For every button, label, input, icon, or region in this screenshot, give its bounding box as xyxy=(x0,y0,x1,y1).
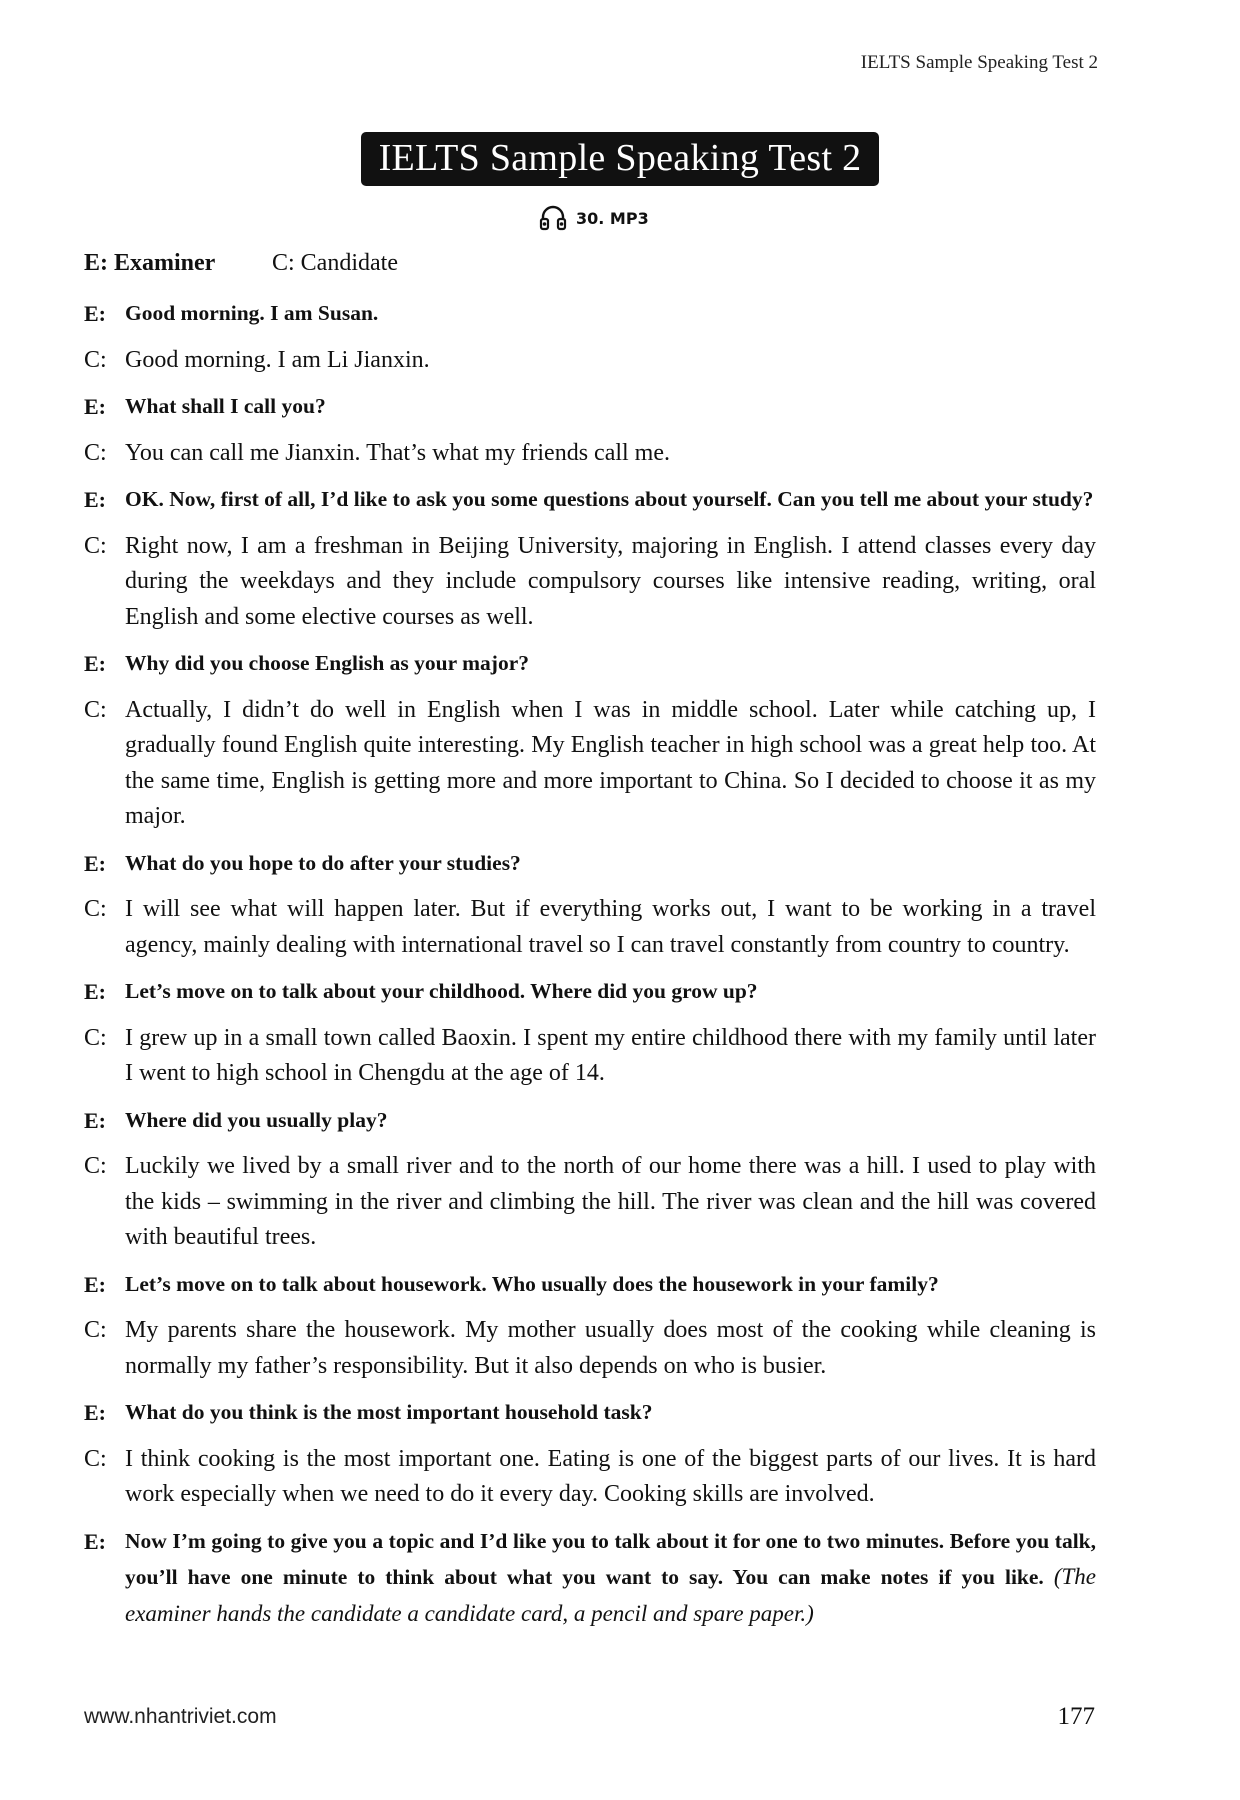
utterance: Why did you choose English as your major? xyxy=(125,651,529,675)
headphones-icon xyxy=(538,203,568,233)
speaker-legend xyxy=(84,250,398,277)
utterance: Actually, I didn’t do well in English when I was in middle school. Later while catching up, I gradually found English quite interesting. My English teacher in high school was a great help too. At the same time, English is getting more and more important to China. So I decided to choose it as my major. xyxy=(125,696,1096,829)
utterance: Luckily we lived by a small river and to the north of our home there was a hill. I used to play with the kids – swimming in the river and climbing the hill. The river was clean and the hill was covered with beautiful trees. xyxy=(125,1153,1096,1250)
speaker-label: C: xyxy=(84,1445,107,1472)
candidate-turn xyxy=(84,343,1096,379)
speaker-label: C: xyxy=(84,1024,107,1051)
page-number: 177 xyxy=(1057,1703,1095,1730)
utterance: You can call me Jianxin. That’s what my friends call me. xyxy=(125,439,671,466)
speaker-label: E: xyxy=(84,1400,106,1425)
utterance: OK. Now, first of all, I’d like to ask you some questions about yourself. Can you tell me about your study? xyxy=(125,487,1094,511)
utterance: What do you hope to do after your studies? xyxy=(125,850,521,875)
speaker-label: E: xyxy=(84,1528,106,1554)
legend-candidate: C: Candidate xyxy=(272,250,398,276)
stage-direction: (The examiner hands the candidate a candidate card, a pencil and spare paper.) xyxy=(125,1564,1096,1626)
speaker-label: C: xyxy=(84,532,107,559)
utterance: My parents share the housework. My mother usually does most of the cooking while cleaning is normally my father’s responsibility. But it also depends on who is busier. xyxy=(125,1317,1096,1379)
turn-text xyxy=(125,436,1096,472)
running-header: IELTS Sample Speaking Test 2 xyxy=(860,52,1098,73)
speaker-label: E: xyxy=(84,1271,106,1297)
candidate-turn xyxy=(84,892,1096,963)
examiner-turn xyxy=(84,974,1096,1010)
turn-text xyxy=(125,296,1096,332)
speaker-label: E: xyxy=(84,1107,106,1133)
turn-text xyxy=(125,343,1096,379)
page-title: IELTS Sample Speaking Test 2 xyxy=(361,132,880,186)
examiner-turn xyxy=(84,1103,1096,1139)
utterance: Good morning. I am Li Jianxin. xyxy=(125,346,430,373)
utterance: I will see what will happen later. But if everything works out, I want to be working in a travel agency, mainly dealing with international travel so I can travel constantly from country to country. xyxy=(125,896,1096,958)
turn-text xyxy=(125,693,1096,835)
turn-text xyxy=(125,529,1096,636)
candidate-turn xyxy=(84,1442,1096,1513)
examiner-turn xyxy=(84,846,1096,882)
examiner-turn xyxy=(84,296,1096,332)
examiner-turn xyxy=(84,1524,1096,1633)
turn-text xyxy=(125,1313,1096,1384)
examiner-turn xyxy=(84,1395,1096,1431)
examiner-turn xyxy=(84,482,1096,518)
speaker-label: C: xyxy=(84,1153,107,1179)
utterance: Let’s move on to talk about your childhood. Where did you grow up? xyxy=(125,979,758,1003)
speaker-label: E: xyxy=(84,301,106,326)
dialogue xyxy=(84,296,1096,1643)
candidate-turn xyxy=(84,1313,1096,1384)
utterance: Now I’m going to give you a topic and I’d like you to talk about it for one to two minutes. Before you talk, you’ll have one minute to think about what you want to say. You can make notes if you like. xyxy=(125,1528,1096,1589)
speaker-label: E: xyxy=(84,651,106,676)
examiner-turn xyxy=(84,1267,1096,1303)
turn-text xyxy=(125,1442,1096,1513)
turn-text xyxy=(125,892,1096,963)
examiner-turn xyxy=(84,646,1096,682)
legend-examiner: E: Examiner xyxy=(84,250,216,276)
speaker-label: E: xyxy=(84,487,106,512)
speaker-label: C: xyxy=(84,439,107,466)
examiner-turn xyxy=(84,389,1096,425)
speaker-label: C: xyxy=(84,346,107,373)
turn-text xyxy=(125,389,1096,425)
candidate-turn xyxy=(84,436,1096,472)
turn-text xyxy=(125,974,1096,1010)
speaker-label: C: xyxy=(84,696,107,723)
candidate-turn xyxy=(84,693,1096,835)
footer-url: www.nhantriviet.com xyxy=(84,1705,277,1728)
audio-filename: 30. MP3 xyxy=(576,208,649,228)
candidate-turn xyxy=(84,1021,1096,1092)
speaker-label: E: xyxy=(84,979,106,1004)
speaker-label: E: xyxy=(84,850,106,876)
utterance: Right now, I am a freshman in Beijing University, majoring in English. I attend classes every day during the weekdays and they include compulsory courses like intensive reading, writing, oral English and some elective courses as well. xyxy=(125,532,1096,630)
turn-text xyxy=(125,482,1096,518)
speaker-label: E: xyxy=(84,394,106,419)
utterance: Where did you usually play? xyxy=(125,1107,388,1132)
candidate-turn xyxy=(84,1149,1096,1256)
utterance: I grew up in a small town called Baoxin. I spent my entire childhood there with my family until later I went to high school in Chengdu at the age of 14. xyxy=(125,1024,1096,1086)
turn-text xyxy=(125,846,1096,882)
utterance: I think cooking is the most important one. Eating is one of the biggest parts of our lives. It is hard work especially when we need to do it every day. Cooking skills are involved. xyxy=(125,1445,1096,1507)
utterance: Good morning. I am Susan. xyxy=(125,301,379,325)
speaker-label: C: xyxy=(84,1317,107,1343)
turn-text xyxy=(125,1021,1096,1092)
turn-text xyxy=(125,1103,1096,1139)
audio-reference xyxy=(538,203,649,233)
utterance: Let’s move on to talk about housework. Who usually does the housework in your family? xyxy=(125,1271,939,1296)
turn-text xyxy=(125,1267,1096,1303)
candidate-turn xyxy=(84,529,1096,636)
speaker-label: C: xyxy=(84,896,107,922)
utterance: What shall I call you? xyxy=(125,394,326,418)
turn-text xyxy=(125,1395,1096,1431)
turn-text xyxy=(125,646,1096,682)
turn-text xyxy=(125,1524,1096,1633)
turn-text xyxy=(125,1149,1096,1256)
utterance: What do you think is the most important household task? xyxy=(125,1400,653,1424)
title-container xyxy=(0,132,1240,186)
